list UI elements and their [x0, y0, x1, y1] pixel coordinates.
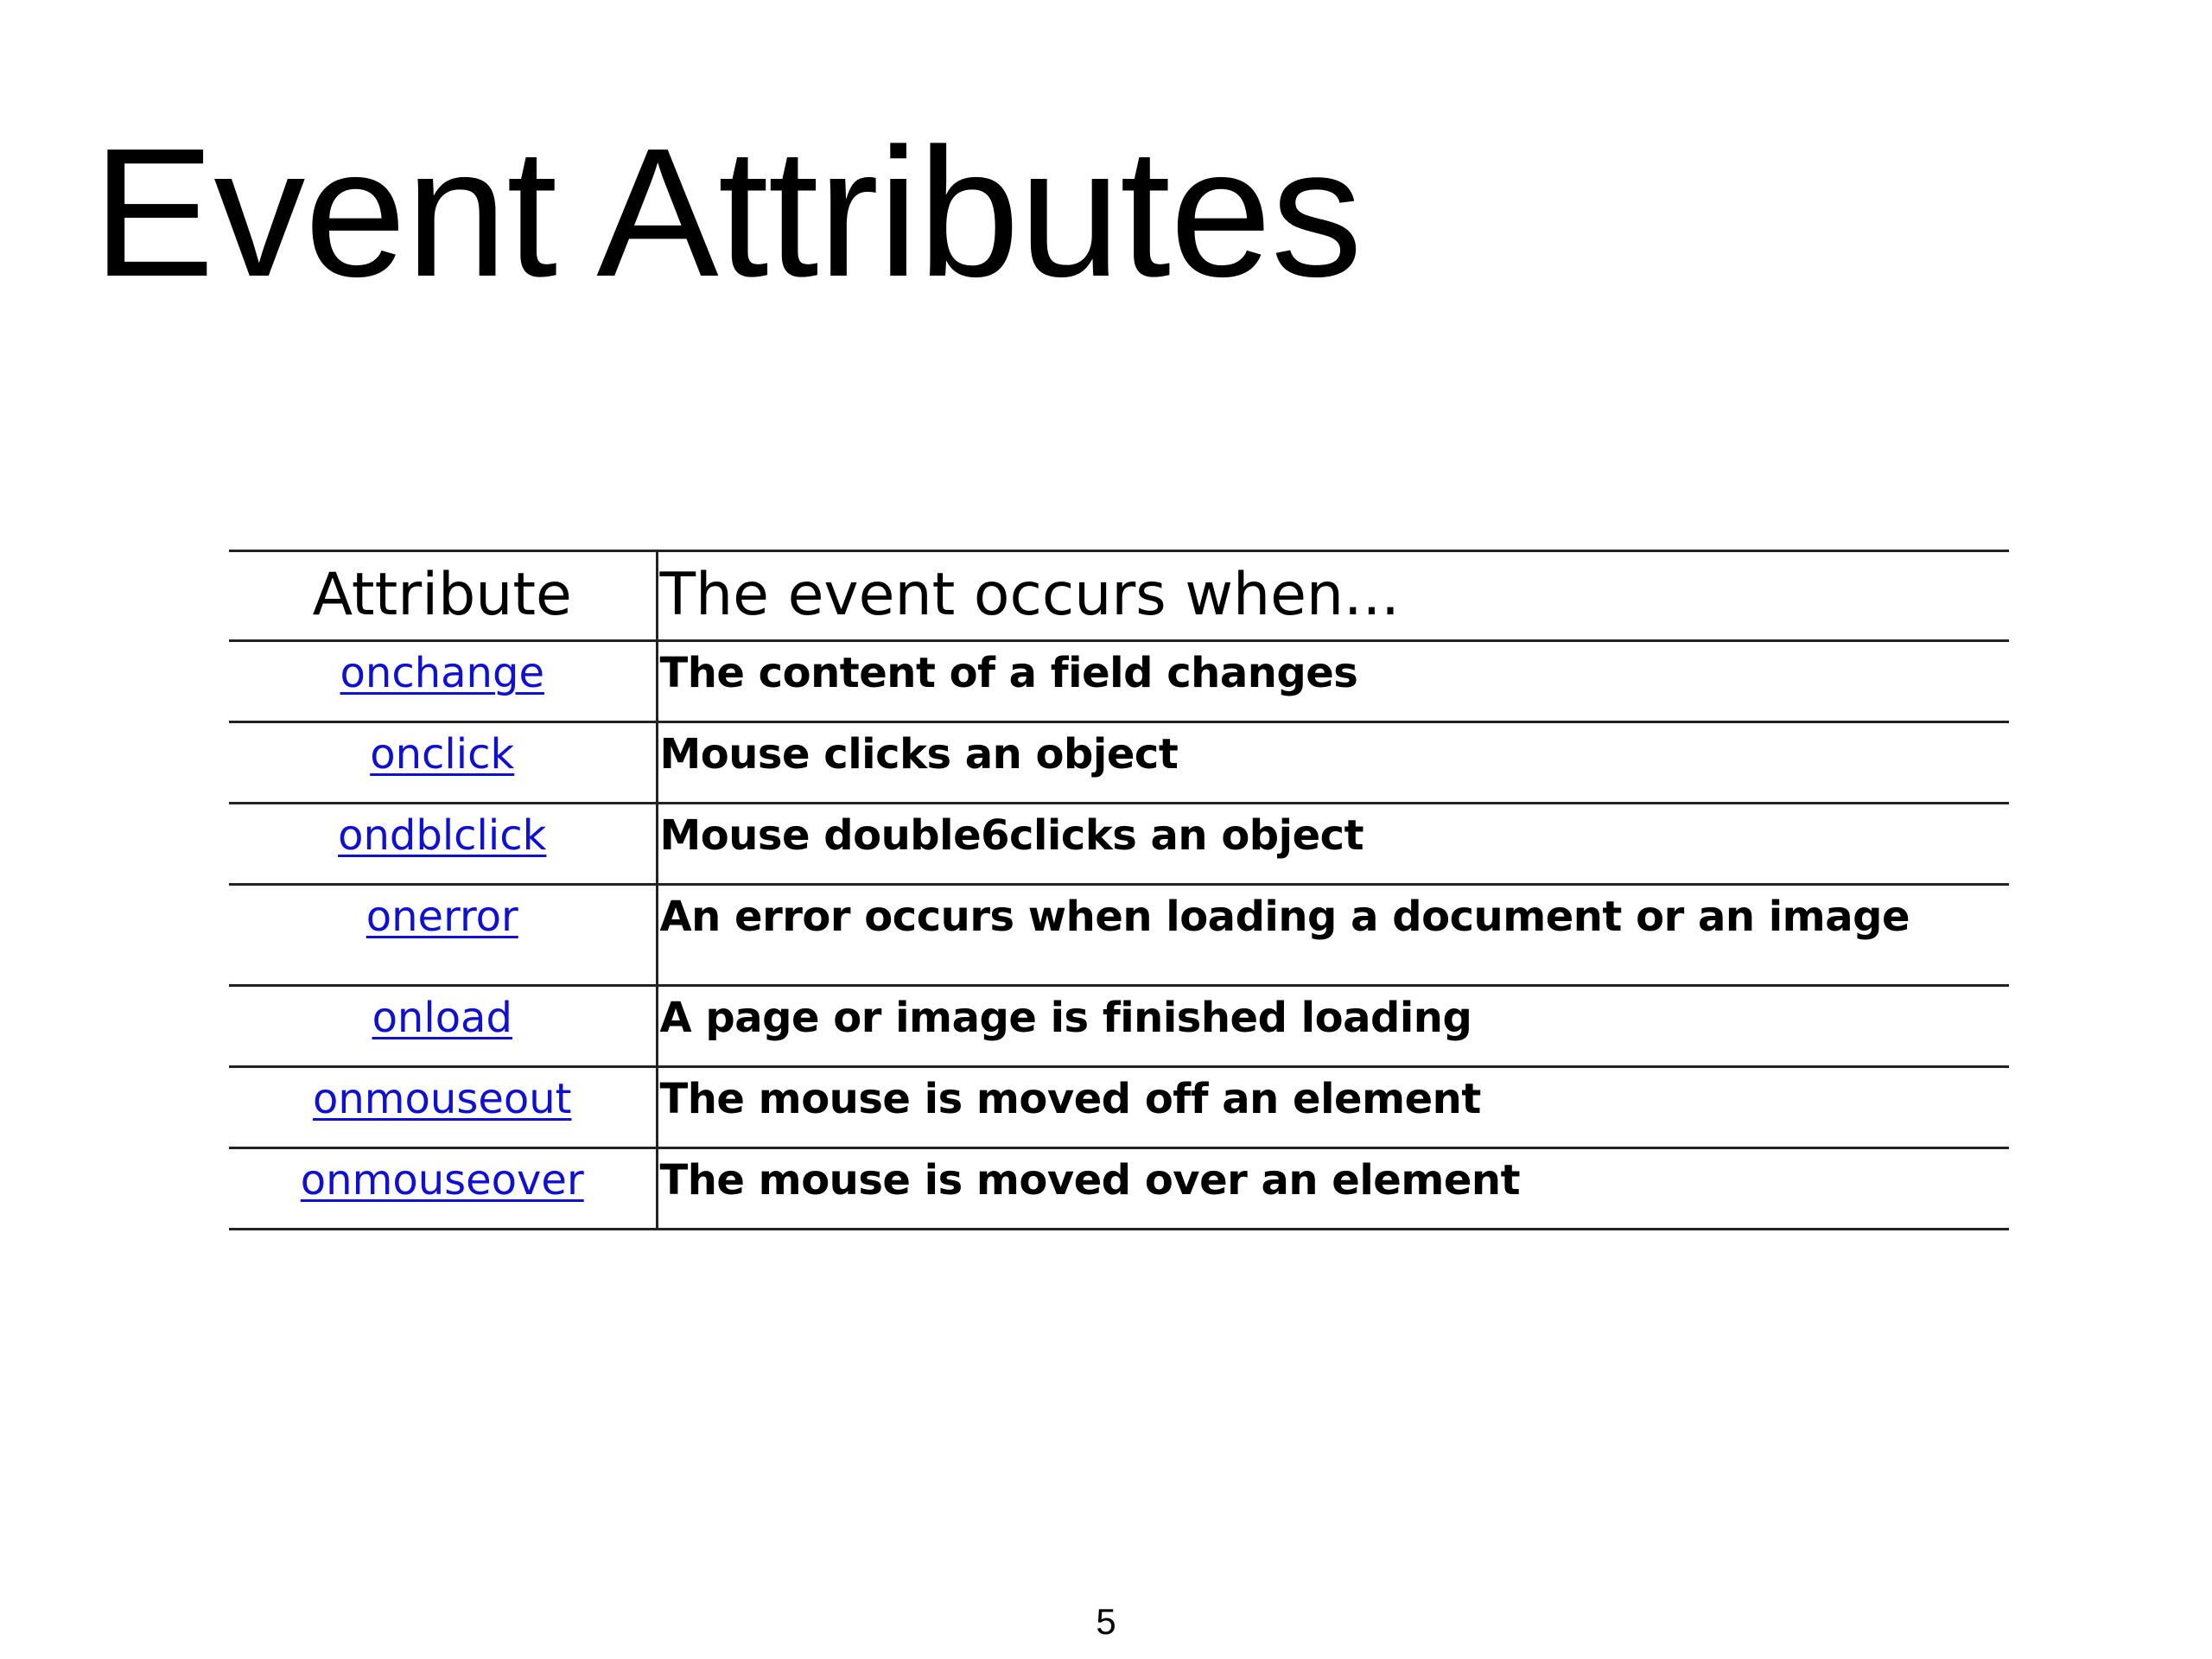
attribute-link-onmouseover[interactable]: onmouseover: [300, 1156, 584, 1205]
description-cell: Mouse double6clicks an object: [657, 804, 2009, 885]
table-row: [229, 722, 2009, 804]
description-cell: The mouse is moved over an element: [657, 1148, 2009, 1230]
attribute-link-onchange[interactable]: onchange: [340, 649, 544, 697]
description-column-header: The event occurs when...: [657, 551, 2009, 641]
description-cell: Mouse clicks an object: [657, 722, 2009, 804]
table-row: [229, 885, 2009, 986]
attribute-cell: [229, 641, 657, 722]
attribute-link-onmouseout[interactable]: onmouseout: [313, 1075, 572, 1123]
page-number: 5: [1096, 1601, 1116, 1642]
attribute-cell: [229, 722, 657, 804]
table-row: [229, 986, 2009, 1067]
table-row: [229, 641, 2009, 722]
table-row: [229, 804, 2009, 885]
attribute-link-onload[interactable]: onload: [372, 994, 512, 1042]
event-attributes-table: [229, 550, 2009, 1230]
attribute-cell: [229, 1067, 657, 1148]
table-row: [229, 1067, 2009, 1148]
slide-title: Event Attributes: [92, 110, 1362, 315]
attribute-link-onerror[interactable]: onerror: [365, 893, 518, 941]
description-cell: An error occurs when loading a document or an image: [657, 885, 2009, 986]
attribute-cell: [229, 804, 657, 885]
attribute-cell: [229, 1148, 657, 1230]
description-cell: The mouse is moved off an element: [657, 1067, 2009, 1148]
attribute-link-ondblclick[interactable]: ondblclick: [338, 811, 547, 860]
table-row: [229, 1148, 2009, 1230]
description-cell: The content of a field changes: [657, 641, 2009, 722]
table-header-row: [229, 551, 2009, 641]
attribute-column-header: Attribute: [229, 551, 657, 641]
attribute-cell: [229, 986, 657, 1067]
attribute-link-onclick[interactable]: onclick: [370, 730, 515, 779]
description-cell: A page or image is finished loading: [657, 986, 2009, 1067]
attribute-cell: [229, 885, 657, 986]
